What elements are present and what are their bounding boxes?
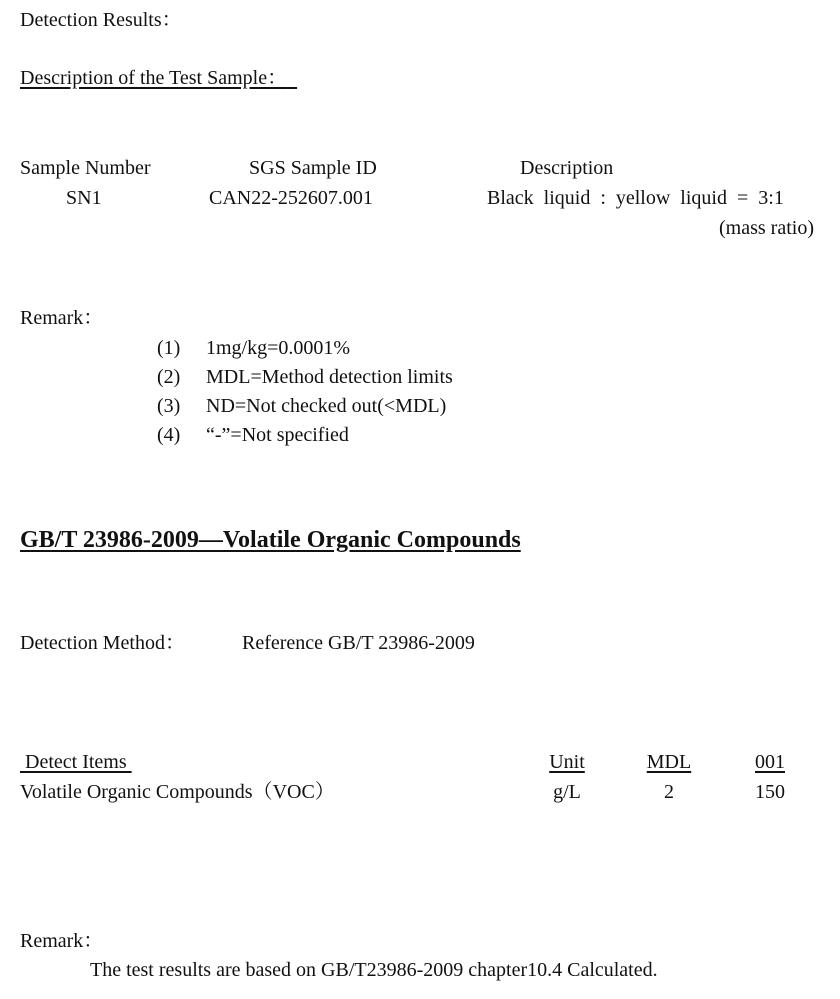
- remark-item-3-text: ND=Not checked out(<MDL): [206, 395, 447, 417]
- sample-description-heading-text: [20, 67, 297, 89]
- remark-item-1-number: (1): [157, 337, 181, 359]
- detection-results-heading: Detection Results：: [20, 9, 182, 31]
- remark-item-4-text: “-”=Not specified: [206, 424, 349, 446]
- voc-item-cell: Volatile Organic Compounds（VOC）: [20, 781, 335, 803]
- sample-001-header: [744, 752, 796, 772]
- sgs-sample-id-cell: CAN22-252607.001: [209, 187, 373, 209]
- unit-header: [537, 752, 597, 772]
- remark-item-1-text: 1mg/kg=0.0001%: [206, 337, 351, 359]
- sample-number-header: Sample Number: [20, 157, 151, 179]
- remark-label: Remark：: [20, 307, 104, 329]
- description-header: Description: [520, 157, 614, 179]
- voc-mdl-cell: 2: [664, 781, 674, 803]
- remark-item-2-number: (2): [157, 366, 181, 388]
- section-title-text: GB/T 23986-2009—Volatile Organic Compounds: [20, 527, 521, 553]
- voc-result-cell: 150: [755, 781, 785, 803]
- section-title: [20, 528, 521, 552]
- description-cell-line1: Black liquid : yellow liquid = 3:1: [487, 187, 784, 209]
- sample-number-cell: SN1: [66, 187, 102, 209]
- description-cell-line2: (mass ratio): [719, 217, 814, 239]
- sample-description-heading-label: Description of the Test Sample：: [20, 67, 288, 89]
- sample-001-header-text: 001: [755, 751, 785, 773]
- remark-bottom-text: The test results are based on GB/T23986-2009 chapter10.4 Calculated.: [90, 959, 658, 981]
- sample-description-heading-pad: [287, 67, 297, 89]
- detect-items-header: [20, 752, 132, 772]
- mdl-header: [636, 752, 702, 772]
- remark-item-2-text: MDL=Method detection limits: [206, 366, 453, 388]
- remark-item-4-number: (4): [157, 424, 181, 446]
- detection-method-value: Reference GB/T 23986-2009: [242, 632, 475, 654]
- voc-unit-cell: g/L: [553, 781, 581, 803]
- remark-item-3-number: (3): [157, 395, 181, 417]
- detection-method-label: Detection Method：: [20, 632, 185, 654]
- remark-bottom-label: Remark：: [20, 930, 104, 952]
- sample-description-heading: [20, 68, 297, 88]
- sgs-sample-id-header: SGS Sample ID: [249, 157, 377, 179]
- mdl-header-text: MDL: [646, 751, 692, 773]
- unit-header-text: Unit: [549, 751, 585, 773]
- detect-items-header-text: Detect Items: [20, 751, 132, 773]
